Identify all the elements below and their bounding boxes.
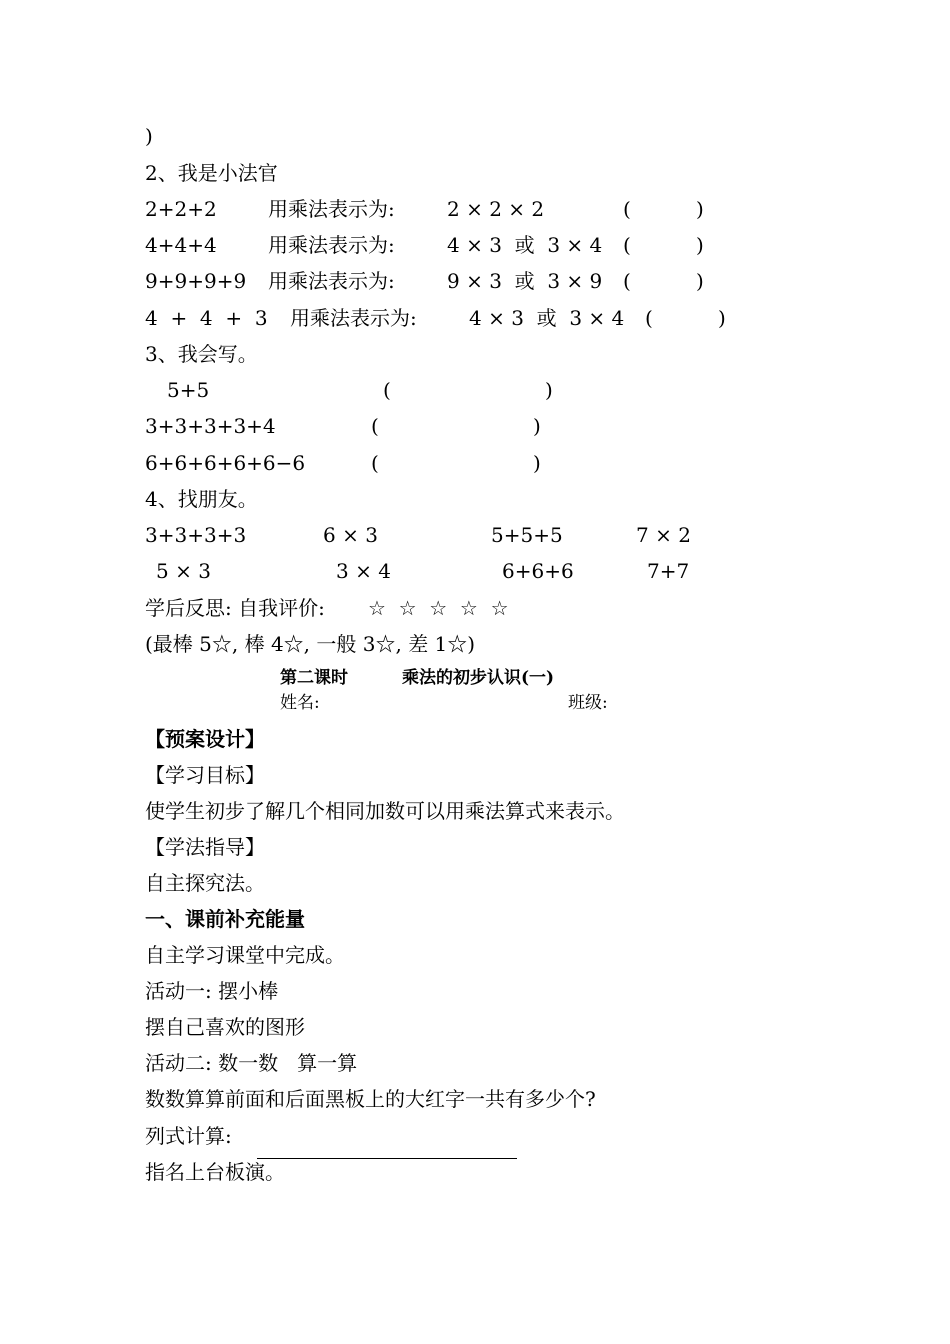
reflection-label: 学后反思: 自我评价:	[145, 596, 325, 620]
write-expression: 5+5	[167, 378, 210, 402]
write-expression: 6+6+6+6+6−6	[145, 451, 306, 475]
match-item: 3 × 4	[336, 559, 391, 583]
write-close-paren: )	[545, 378, 553, 402]
match-item: 7+7	[647, 559, 690, 583]
name-label: 姓名:	[280, 693, 320, 713]
judge-open-paren: (	[623, 269, 631, 293]
match-item: 6 × 3	[323, 523, 378, 547]
part1-heading: 一、课前补充能量	[145, 907, 305, 931]
class-label: 班级:	[568, 693, 608, 713]
goal-text: 使学生初步了解几个相同加数可以用乘法算式来表示。	[145, 799, 625, 823]
activity1-heading: 活动一: 摆小棒	[145, 979, 279, 1003]
method-heading: 【学法指导】	[145, 835, 265, 859]
stray-parenthesis: )	[145, 124, 153, 148]
method-text: 自主探究法。	[145, 871, 265, 895]
activity1-text: 摆自己喜欢的图形	[145, 1015, 305, 1039]
judge-answer: 4 × 3 或 3 × 4	[447, 233, 603, 257]
goal-heading: 【学习目标】	[145, 763, 265, 787]
activity2-text: 数数算算前面和后面黑板上的大红字一共有多少个?	[145, 1087, 596, 1111]
answer-underline	[257, 1158, 517, 1159]
judge-label: 用乘法表示为:	[290, 306, 417, 330]
match-item: 5 × 3	[156, 559, 211, 583]
write-expression: 3+3+3+3+4	[145, 414, 276, 438]
write-open-paren: (	[371, 414, 379, 438]
rating-scale: (最棒 5☆, 棒 4☆, 一般 3☆, 差 1☆)	[145, 632, 476, 656]
judge-answer: 2 × 2 × 2	[447, 197, 545, 221]
section4-title: 4、找朋友。	[145, 487, 258, 511]
judge-close-paren: )	[696, 197, 704, 221]
section3-title: 3、我会写。	[145, 342, 258, 366]
match-item: 3+3+3+3	[145, 523, 247, 547]
judge-open-paren: (	[623, 197, 631, 221]
judge-label: 用乘法表示为:	[268, 269, 395, 293]
judge-answer: 4 × 3 或 3 × 4	[469, 306, 625, 330]
judge-expression: 4+4+4	[145, 233, 217, 257]
write-open-paren: (	[371, 451, 379, 475]
judge-answer: 9 × 3 或 3 × 9	[447, 269, 603, 293]
judge-open-paren: (	[645, 306, 653, 330]
match-item: 7 × 2	[636, 523, 691, 547]
write-close-paren: )	[533, 451, 541, 475]
part1-text: 自主学习课堂中完成。	[145, 943, 345, 967]
board-text: 指名上台板演。	[145, 1160, 285, 1184]
section2-title: 2、我是小法官	[145, 161, 278, 185]
judge-expression: 2+2+2	[145, 197, 217, 221]
judge-close-paren: )	[696, 269, 704, 293]
formula-label: 列式计算:	[145, 1124, 232, 1148]
judge-expression: 9+9+9+9	[145, 269, 247, 293]
judge-open-paren: (	[623, 233, 631, 257]
lesson-title: 乘法的初步认识(一)	[402, 668, 555, 688]
lesson-number: 第二课时	[280, 668, 348, 688]
match-item: 6+6+6	[502, 559, 574, 583]
judge-label: 用乘法表示为:	[268, 233, 395, 257]
rating-stars: ☆ ☆ ☆ ☆ ☆	[368, 596, 509, 620]
design-heading: 【预案设计】	[145, 727, 265, 751]
judge-close-paren: )	[696, 233, 704, 257]
write-close-paren: )	[533, 414, 541, 438]
activity2-heading: 活动二: 数一数 算一算	[145, 1051, 358, 1075]
judge-label: 用乘法表示为:	[268, 197, 395, 221]
write-open-paren: (	[383, 378, 391, 402]
judge-expression: 4 + 4 + 3	[145, 306, 268, 330]
judge-close-paren: )	[718, 306, 726, 330]
match-item: 5+5+5	[491, 523, 563, 547]
